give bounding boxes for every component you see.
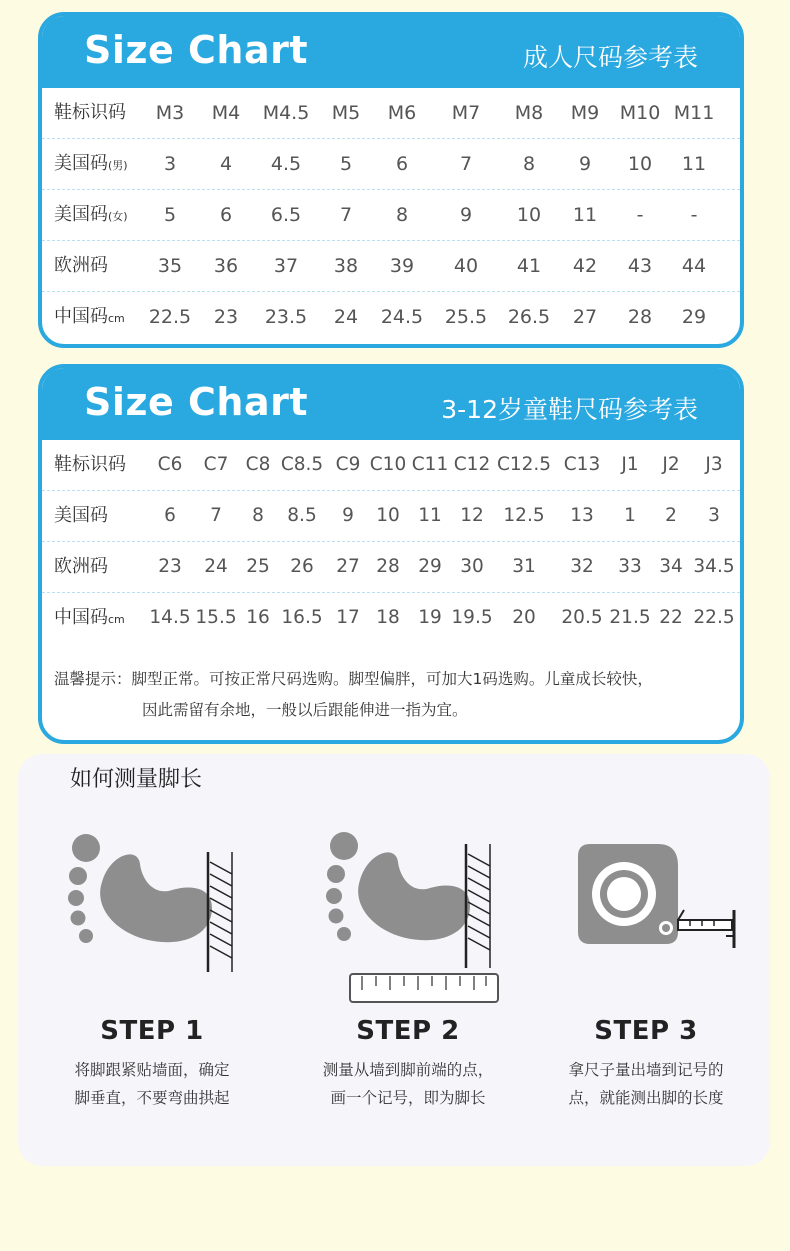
size-cell: 17 <box>336 607 360 628</box>
size-cell: 7 <box>210 505 222 526</box>
size-cell: C11 <box>411 454 449 475</box>
size-cell: 37 <box>273 255 299 277</box>
adult-chart-title: Size Chart <box>84 28 309 72</box>
row-label-text: 美国码 <box>54 153 108 174</box>
size-cell: 22.5 <box>148 306 192 328</box>
size-cell: 9 <box>459 204 473 226</box>
step-3 <box>526 1016 766 1112</box>
step-2 <box>288 1016 528 1112</box>
size-cell: J3 <box>705 454 723 475</box>
size-cell: 11 <box>572 204 598 226</box>
size-cell: 36 <box>213 255 239 277</box>
size-cell: 9 <box>578 153 592 175</box>
size-cell: 6 <box>219 204 233 226</box>
size-cell: 34.5 <box>693 556 735 577</box>
size-cell: 29 <box>418 556 442 577</box>
size-cell: 6 <box>164 505 176 526</box>
size-cell: 21.5 <box>609 607 651 628</box>
size-cell: 12.5 <box>503 505 545 526</box>
size-cell: 22 <box>659 607 683 628</box>
size-cell: M7 <box>451 102 481 124</box>
step-1 <box>32 1016 272 1112</box>
step-3-title: STEP 3 <box>594 1016 698 1046</box>
row-label <box>54 292 125 344</box>
size-cell: M8 <box>514 102 544 124</box>
row-label <box>54 593 125 645</box>
size-cell: C12.5 <box>496 454 552 475</box>
size-cell: 38 <box>333 255 359 277</box>
size-cell: C6 <box>157 454 183 475</box>
size-cell: M11 <box>673 102 715 124</box>
row-label-text: 中国码 <box>54 607 108 628</box>
foot-against-wall-icon <box>62 832 242 982</box>
size-cell: 4.5 <box>270 153 302 175</box>
size-cell: 41 <box>516 255 542 277</box>
adult-size-table <box>42 88 740 342</box>
size-row <box>42 593 740 643</box>
sizing-tip <box>54 664 734 726</box>
size-cell: M5 <box>331 102 361 124</box>
size-cell: 43 <box>627 255 653 277</box>
size-cell: 31 <box>512 556 536 577</box>
size-cell: 23.5 <box>264 306 308 328</box>
size-row <box>42 292 740 342</box>
row-label-text: 欧洲码 <box>54 556 108 577</box>
row-label-unit: cm <box>108 613 125 626</box>
size-cell: 8 <box>252 505 264 526</box>
foot-mark-icon <box>320 828 500 1008</box>
size-cell: 40 <box>453 255 479 277</box>
row-label <box>54 542 108 594</box>
size-cell: C7 <box>203 454 229 475</box>
tape-measure-icon <box>566 836 746 976</box>
size-cell: 4 <box>219 153 233 175</box>
size-cell: 9 <box>342 505 354 526</box>
adult-chart-header <box>42 16 740 88</box>
adult-size-chart <box>38 12 744 348</box>
step-3-desc-line1: 拿尺子量出墙到记号的 <box>568 1061 724 1079</box>
step-2-desc-line2: 画一个记号，即为脚长 <box>330 1089 486 1107</box>
size-cell: 7 <box>459 153 473 175</box>
size-cell: 5 <box>339 153 353 175</box>
size-cell: 7 <box>339 204 353 226</box>
size-cell: 13 <box>570 505 594 526</box>
size-cell: 8 <box>395 204 409 226</box>
row-label-unit: cm <box>108 312 125 325</box>
size-cell: J2 <box>662 454 680 475</box>
size-cell: M9 <box>570 102 600 124</box>
row-label <box>54 139 128 191</box>
sizing-tip-line2: 因此需留有余地，一般以后跟能伸进一指为宜。 <box>142 701 468 719</box>
row-label <box>54 241 108 293</box>
size-cell: 24 <box>333 306 359 328</box>
size-cell: 27 <box>336 556 360 577</box>
kids-size-table <box>42 440 740 643</box>
row-label <box>54 88 126 140</box>
size-cell: 28 <box>376 556 400 577</box>
size-cell: 3 <box>708 505 720 526</box>
size-cell: 20.5 <box>561 607 603 628</box>
size-cell: 33 <box>618 556 642 577</box>
size-cell: 2 <box>665 505 677 526</box>
size-cell: - <box>690 204 698 226</box>
size-cell: 19 <box>418 607 442 628</box>
size-cell: 23 <box>158 556 182 577</box>
size-cell: C8.5 <box>280 454 324 475</box>
step-2-desc-line1: 测量从墙到脚前端的点， <box>322 1061 494 1079</box>
size-row <box>42 491 740 542</box>
row-label <box>54 440 126 492</box>
size-cell: M4 <box>211 102 241 124</box>
kids-chart-header <box>42 368 740 440</box>
size-cell: 34 <box>659 556 683 577</box>
size-row <box>42 542 740 593</box>
size-cell: 35 <box>157 255 183 277</box>
size-cell: 6 <box>395 153 409 175</box>
size-cell: 1 <box>624 505 636 526</box>
row-label <box>54 491 108 543</box>
size-cell: M4.5 <box>262 102 310 124</box>
size-cell: 19.5 <box>451 607 493 628</box>
row-label-text: 鞋标识码 <box>54 102 126 123</box>
size-cell: 11 <box>418 505 442 526</box>
size-cell: 24.5 <box>380 306 424 328</box>
size-row <box>42 241 740 292</box>
sizing-tip-line1: 温馨提示：脚型正常。可按正常尺码选购。脚型偏胖，可加大1码选购。儿童成长较快， <box>54 670 653 688</box>
size-cell: 42 <box>572 255 598 277</box>
kids-chart-title: Size Chart <box>84 380 309 424</box>
size-cell: 23 <box>213 306 239 328</box>
size-cell: 8 <box>522 153 536 175</box>
size-row <box>42 139 740 190</box>
row-label-text: 美国码 <box>54 505 108 526</box>
size-cell: C10 <box>369 454 407 475</box>
size-cell: 24 <box>204 556 228 577</box>
adult-chart-subtitle: 成人尺码参考表 <box>522 43 698 72</box>
size-cell: 44 <box>681 255 707 277</box>
row-label-text: 鞋标识码 <box>54 454 126 475</box>
size-cell: 18 <box>376 607 400 628</box>
row-label-text: 中国码 <box>54 306 108 327</box>
size-cell: 15.5 <box>195 607 237 628</box>
size-cell: 11 <box>681 153 707 175</box>
size-cell: C13 <box>563 454 601 475</box>
size-cell: M6 <box>387 102 417 124</box>
row-label-unit: (男) <box>108 159 128 172</box>
size-cell: 30 <box>460 556 484 577</box>
size-cell: 25.5 <box>444 306 488 328</box>
size-row <box>42 440 740 491</box>
step-2-title: STEP 2 <box>356 1016 460 1046</box>
row-label-unit: (女) <box>108 210 128 223</box>
size-cell: 10 <box>376 505 400 526</box>
row-label-text: 欧洲码 <box>54 255 108 276</box>
row-label-text: 美国码 <box>54 204 108 225</box>
size-cell: - <box>636 204 644 226</box>
size-cell: C12 <box>453 454 491 475</box>
measure-title: 如何测量脚长 <box>70 767 203 792</box>
size-cell: 10 <box>516 204 542 226</box>
size-cell: 16.5 <box>281 607 323 628</box>
size-cell: 5 <box>163 204 177 226</box>
size-cell: C8 <box>245 454 271 475</box>
size-cell: 26 <box>290 556 314 577</box>
measure-guide <box>18 754 770 1166</box>
size-cell: 16 <box>246 607 270 628</box>
size-cell: 8.5 <box>287 505 317 526</box>
size-cell: 29 <box>681 306 707 328</box>
size-cell: C9 <box>335 454 361 475</box>
size-cell: M10 <box>619 102 661 124</box>
size-cell: 10 <box>627 153 653 175</box>
step-1-desc-line1: 将脚跟紧贴墙面，确定 <box>74 1061 230 1079</box>
kids-chart-subtitle: 3-12岁童鞋尺码参考表 <box>441 395 698 424</box>
row-label <box>54 190 128 242</box>
size-row <box>42 88 740 139</box>
size-cell: 14.5 <box>149 607 191 628</box>
step-1-desc-line2: 脚垂直，不要弯曲拱起 <box>74 1089 230 1107</box>
size-cell: 25 <box>246 556 270 577</box>
size-cell: 26.5 <box>507 306 551 328</box>
step-1-title: STEP 1 <box>100 1016 204 1046</box>
size-cell: 39 <box>389 255 415 277</box>
kids-size-chart <box>38 364 744 744</box>
size-cell: 28 <box>627 306 653 328</box>
step-3-desc-line2: 点，就能测出脚的长度 <box>568 1089 724 1107</box>
size-cell: 32 <box>570 556 594 577</box>
size-cell: 3 <box>163 153 177 175</box>
size-cell: M3 <box>155 102 185 124</box>
size-cell: 12 <box>460 505 484 526</box>
size-cell: 6.5 <box>270 204 302 226</box>
size-cell: 27 <box>572 306 598 328</box>
size-cell: J1 <box>621 454 639 475</box>
size-row <box>42 190 740 241</box>
size-cell: 20 <box>512 607 536 628</box>
size-cell: 22.5 <box>693 607 735 628</box>
